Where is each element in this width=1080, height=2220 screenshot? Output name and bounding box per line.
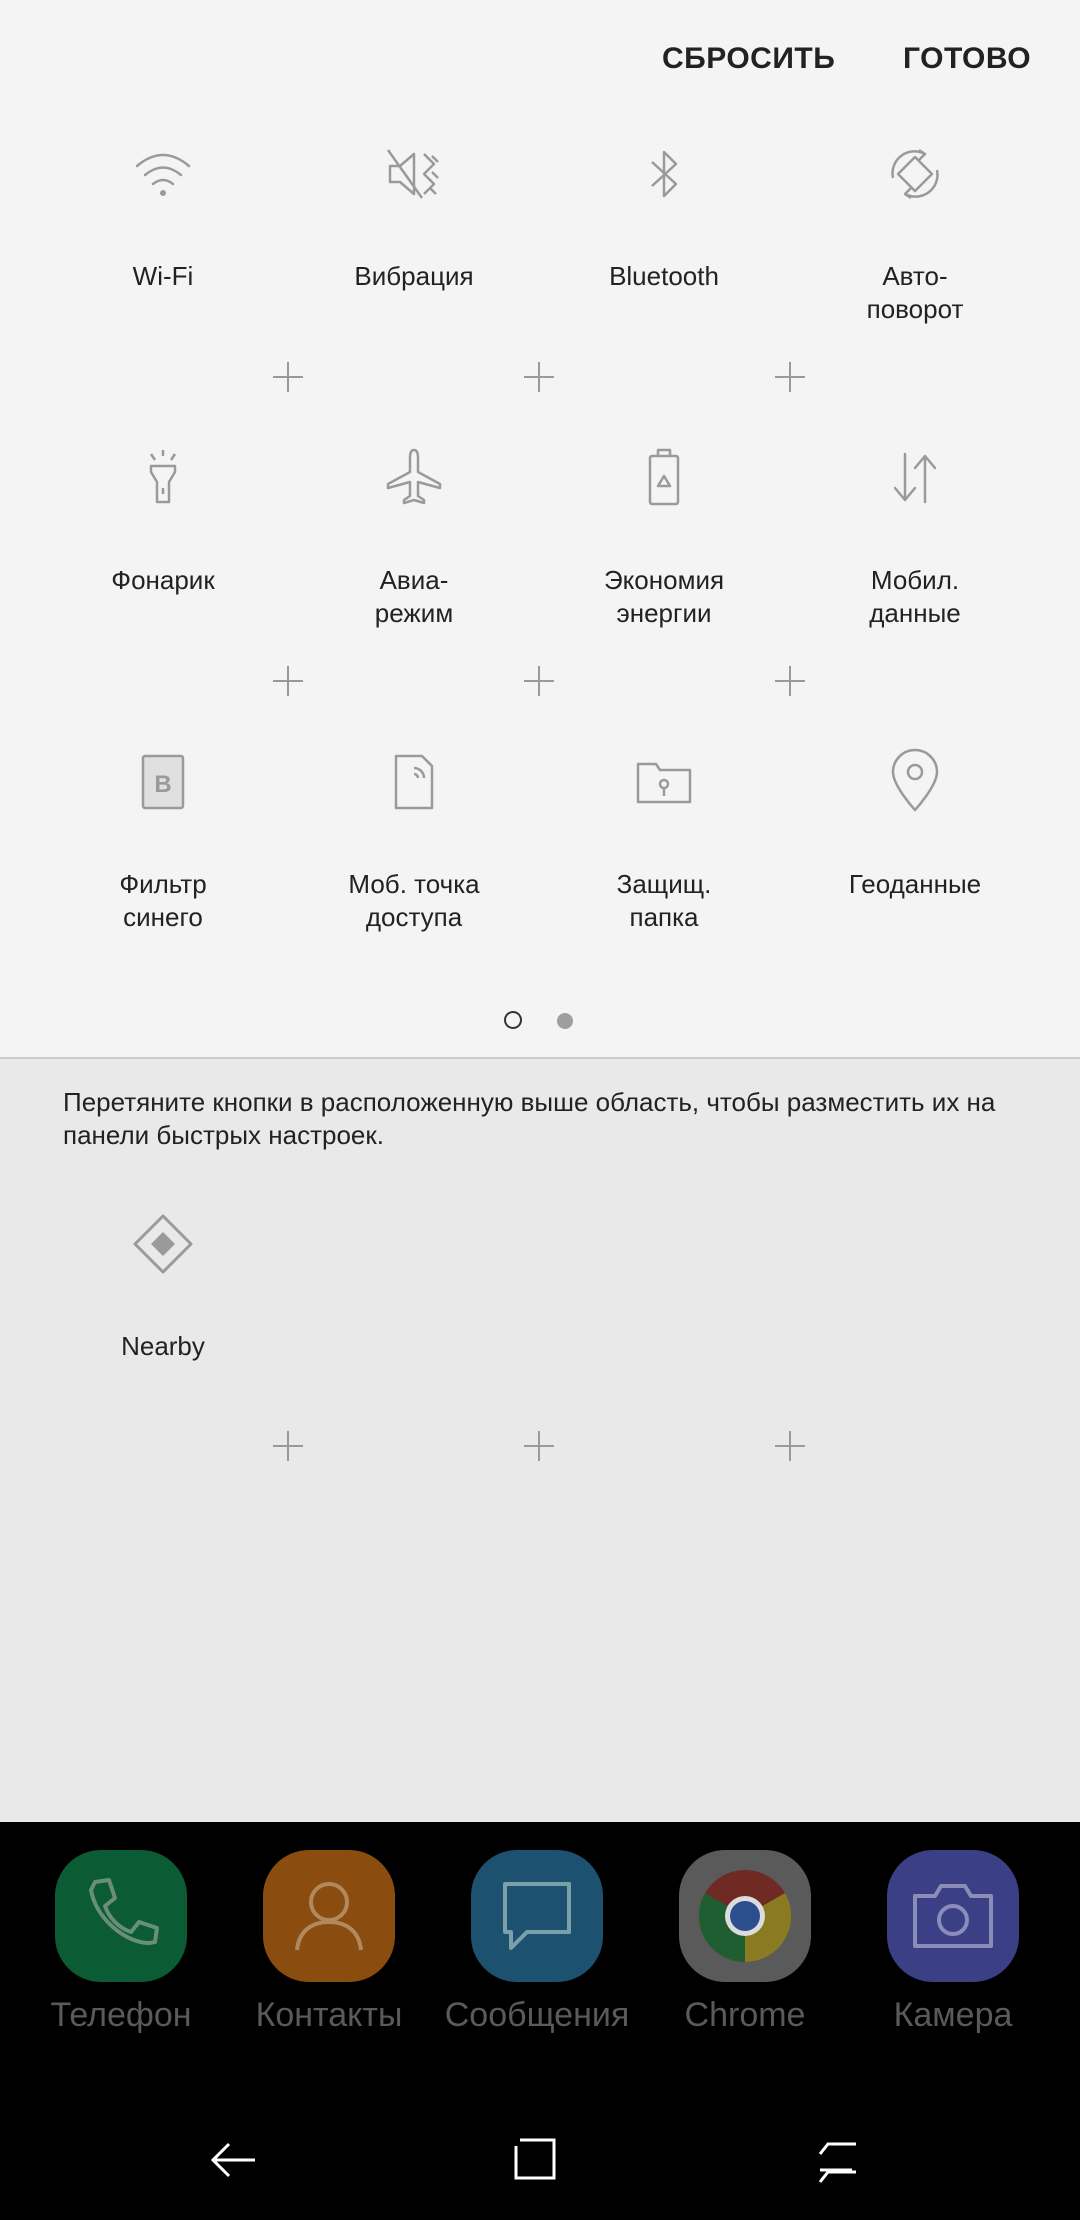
tile-location[interactable] [795,746,1035,901]
camera-icon [887,1850,1019,1982]
app-label: Телефон [50,1996,192,2034]
tile-airplane[interactable] [294,442,534,630]
tile-label: Wi-Fi [132,261,194,291]
secure-folder-icon [628,746,700,818]
tile-label: Фильтр синего [119,869,207,932]
tile-label: Nearby [121,1331,205,1361]
drag-hint-text: Перетяните кнопки в расположенную выше область, чтобы разместить их на панели быстрых настроек. [63,1087,996,1150]
back-icon[interactable] [205,2130,265,2190]
blue-light-filter-icon [127,746,199,818]
auto-rotate-icon [879,138,951,210]
wifi-icon [127,138,199,210]
tile-label: Вибрация [354,261,474,291]
page-indicator-dot-current[interactable] [504,1011,522,1029]
add-slot-plus [524,362,554,392]
add-slot-plus [775,1431,805,1461]
tile-label: Геоданные [848,869,982,899]
add-slot-plus [775,362,805,392]
power-saving-icon [628,442,700,514]
tile-secure-folder[interactable] [544,746,784,934]
recents-icon[interactable] [808,2130,868,2190]
add-slot-plus [273,1431,303,1461]
phone-icon [55,1850,187,1982]
app-label: Chrome [684,1996,806,2034]
app-label: Камера [893,1996,1013,2034]
app-chrome[interactable] [645,1850,845,2035]
page-indicator-dot[interactable] [557,1013,573,1029]
tile-vibration[interactable] [294,138,534,293]
bluetooth-icon [628,138,700,210]
tile-label: Защищ. папка [616,869,712,932]
add-slot-plus [524,1431,554,1461]
reset-button[interactable]: СБРОСИТЬ [662,42,836,75]
tile-label: Фонарик [111,565,215,595]
chrome-icon [679,1850,811,1982]
tile-label: Мобил. данные [869,565,961,628]
add-slot-plus [273,666,303,696]
tile-label: Авиа- режим [374,565,454,628]
add-slot-plus [775,666,805,696]
tile-blue-light-filter[interactable] [43,746,283,934]
add-slot-plus [273,362,303,392]
tile-mobile-data[interactable] [795,442,1035,630]
app-label: Контакты [255,1996,403,2034]
tile-hotspot[interactable] [294,746,534,934]
svg-text:B: B [154,771,172,798]
vibration-icon [378,138,450,210]
tile-power-saving[interactable] [544,442,784,630]
app-camera[interactable] [853,1850,1053,2035]
flashlight-icon [127,442,199,514]
app-contacts[interactable] [229,1850,429,2035]
app-label: Сообщения [444,1996,630,2034]
tile-label: Экономия энергии [603,565,725,628]
done-button[interactable]: ГОТОВО [903,42,1032,75]
mobile-data-icon [879,442,951,514]
tile-label: Авто- поворот [866,261,964,324]
hotspot-icon [378,746,450,818]
tile-bluetooth[interactable] [544,138,784,293]
home-icon[interactable] [506,2130,566,2190]
app-phone[interactable] [21,1850,221,2035]
location-icon [879,746,951,818]
tile-auto-rotate[interactable] [795,138,1035,326]
tile-nearby[interactable] [43,1208,283,1363]
nearby-icon [127,1208,199,1280]
quick-panel-edit-area [0,0,1080,1059]
app-messages[interactable] [437,1850,637,2035]
contacts-icon [263,1850,395,1982]
airplane-icon [378,442,450,514]
tile-label: Моб. точка доступа [348,869,480,932]
messages-icon [471,1850,603,1982]
tile-label: Bluetooth [609,261,719,291]
tile-flashlight[interactable] [43,442,283,597]
tile-wifi[interactable] [43,138,283,293]
add-slot-plus [524,666,554,696]
